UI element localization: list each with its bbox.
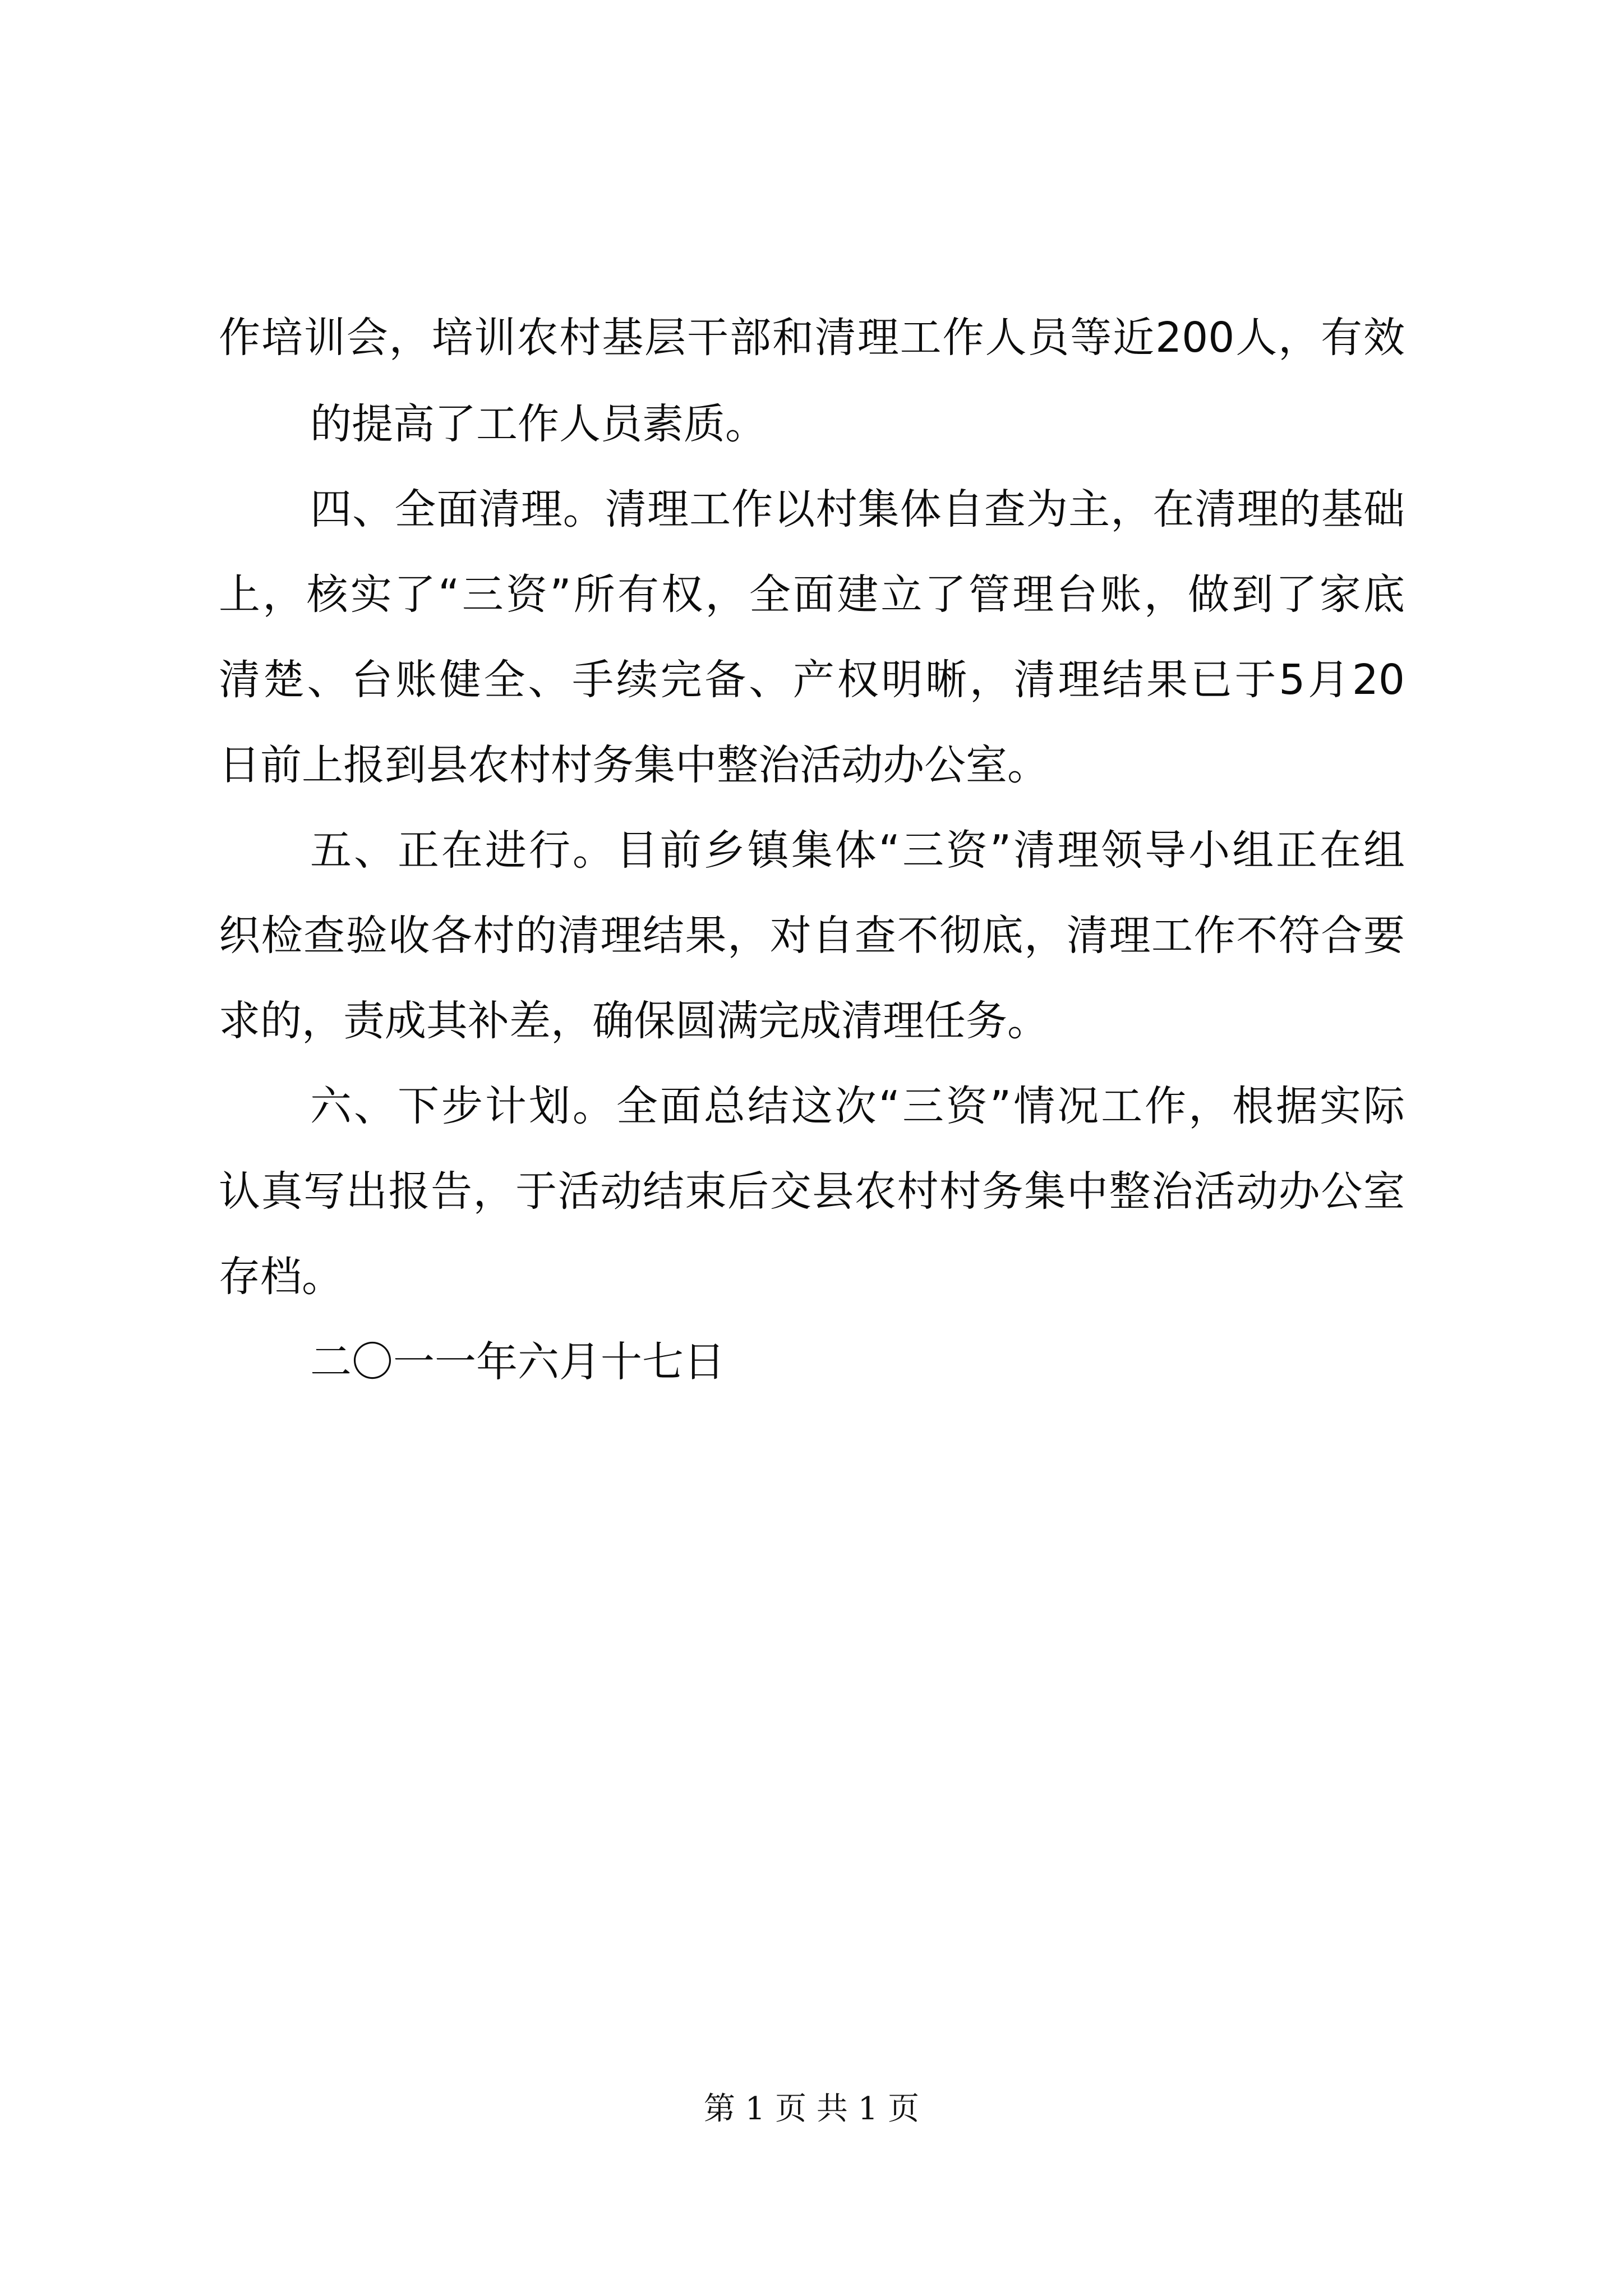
page-footer: 第 1 页 共 1 页	[703, 2091, 920, 2127]
body-line: 的提高了工作人员素质。	[310, 400, 767, 448]
date-line: 二〇一一年六月十七日	[310, 1338, 725, 1386]
body-line: 作培训会，培训农村基层干部和清理工作人员等近200人，有效	[219, 314, 1405, 362]
body-line: 存档。	[219, 1253, 343, 1301]
body-line: 清楚、台账健全、手续完备、产权明晰，清理结果已于5月20	[219, 656, 1405, 704]
body-line: 认真写出报告，于活动结束后交县农村村务集中整治活动办公室	[219, 1167, 1405, 1216]
body-line: 五、正在进行。目前乡镇集体“三资”清理领导小组正在组	[310, 826, 1405, 875]
body-line: 六、下步计划。全面总结这次“三资”情况工作，根据实际	[310, 1082, 1405, 1130]
body-line: 四、全面清理。清理工作以村集体自查为主，在清理的基础	[310, 485, 1405, 533]
body-line: 求的，责成其补差，确保圆满完成清理任务。	[219, 997, 1049, 1045]
body-line: 日前上报到县农村村务集中整治活动办公室。	[219, 741, 1049, 789]
body-line: 织检查验收各村的清理结果，对自查不彻底，清理工作不符合要	[219, 912, 1405, 960]
body-line: 上，核实了“三资”所有权，全面建立了管理台账，做到了家底	[219, 570, 1405, 619]
